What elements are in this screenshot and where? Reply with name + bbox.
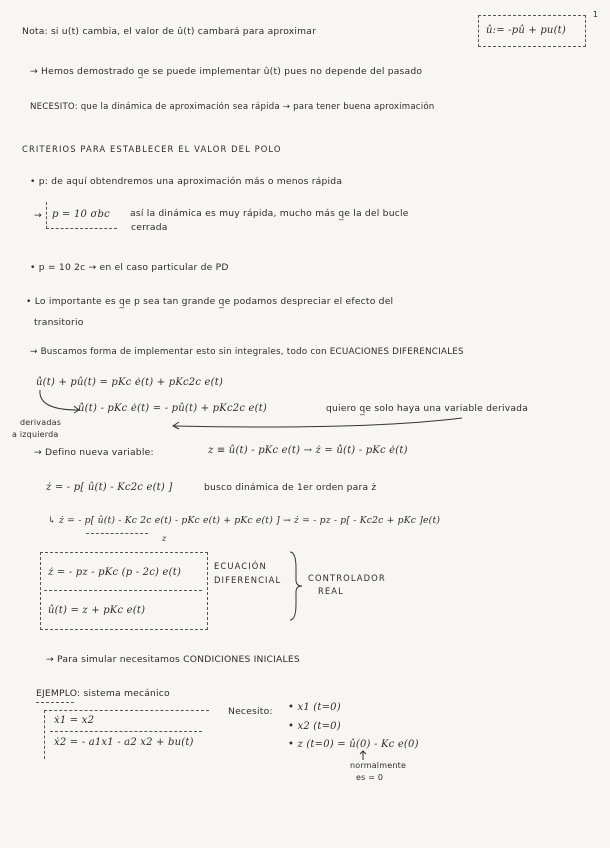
demonstrated-line: → Hemos demostrado q̲e se puede implementar û(t) pues no depende del pasado xyxy=(30,66,423,77)
note-line: Nota: si u(t) cambia, el valor de û(t) cambará para aproximar xyxy=(22,26,317,37)
pole-bullet: • p: de aquí obtendremos una aproximación más o menos rápida xyxy=(30,176,343,187)
example-equation-1: ẋ1 = x2 xyxy=(54,715,95,726)
want-arrow-icon xyxy=(166,416,466,432)
example-equation-2: ẋ2 = - a1x1 - a2 x2 + bu(t) xyxy=(54,737,194,748)
system-divider xyxy=(44,590,202,591)
system-equation-1: ż = - pz - pKc (p - 2c) e(t) xyxy=(48,567,182,578)
important-line-1: • Lo importante es q̲e p sea tan grande q̲e podamos despreciar el efecto del xyxy=(26,296,394,307)
system-equation-2: û(t) = z + pKc e(t) xyxy=(48,605,146,616)
initial-condition-2: • x2 (t=0) xyxy=(288,721,341,732)
derivatives-note-2: a izquierda xyxy=(12,430,59,439)
normally-note-2: es = 0 xyxy=(356,773,384,782)
note-equation: û:= -pû + pu(t) xyxy=(486,25,566,36)
controller-label-2: REAL xyxy=(318,586,344,596)
differential-label-1: ECUACIÓN xyxy=(214,561,267,571)
normally-note-1: normalmente xyxy=(350,761,407,770)
system-box xyxy=(40,552,208,630)
derivatives-note-1: derivadas xyxy=(20,418,62,427)
pd-line: • p = 10 2c → en el caso particular de PD xyxy=(30,262,229,273)
initial-condition-3: • z (t=0) = û(0) - Kc e(0) xyxy=(288,739,419,750)
define-equation: z ≡ û(t) - pKc e(t) → ż = û̇(t) - pKc ė(t) xyxy=(208,445,408,456)
example-divider xyxy=(50,731,202,732)
pole-box-text: p = 10 σbc xyxy=(52,209,110,220)
brace-icon xyxy=(286,550,306,622)
page-number: 1 xyxy=(592,10,598,19)
need-line: NECESITO: que la dinámica de aproximación sea rápida → para tener buena aproximación xyxy=(30,102,435,112)
example-underline xyxy=(36,702,74,703)
want-line: quiero q̲e solo haya una variable derivada xyxy=(326,403,529,414)
differential-label-2: DIFERENCIAL xyxy=(214,575,282,585)
need-label: Necesito: xyxy=(228,706,273,717)
first-order-line: busco dinámica de 1er orden para ż xyxy=(204,482,377,493)
equation-4: ↳ ż = - p[ û(t) - Kc 2c e(t) - pKc e(t) + pKc e(t) ] → ż = - pz - p[ - Kc2c + pKc ]e(t) xyxy=(48,515,441,526)
criteria-heading: CRITERIOS PARA ESTABLECER EL VALOR DEL POLO xyxy=(22,144,282,154)
equation-2: û̇(t) - pKc ė(t) = - pû(t) + pKc2c e(t) xyxy=(78,403,268,414)
search-line: → Buscamos forma de implementar esto sin integrales, todo con ECUACIONES DIFERENCIALES xyxy=(30,347,464,357)
simulate-line: → Para simular necesitamos CONDICIONES INICIALES xyxy=(46,654,300,665)
equation-4-z-label: z xyxy=(162,534,167,543)
example-heading: EJEMPLO: sistema mecánico xyxy=(36,688,170,699)
arrow-icon: → xyxy=(34,210,42,221)
equation-1: û̇(t) + pû(t) = pKc ė(t) + pKc2c e(t) xyxy=(36,377,224,388)
important-line-2: transitorio xyxy=(34,317,84,328)
define-line: → Defino nueva variable: xyxy=(34,447,154,458)
underline-dash xyxy=(86,533,148,534)
dynamics-line-2: cerrada xyxy=(131,222,168,233)
initial-condition-1: • x1 (t=0) xyxy=(288,702,341,713)
dynamics-line-1: así la dinámica es muy rápida, mucho más q̲e la del bucle xyxy=(130,208,409,219)
controller-label-1: CONTROLADOR xyxy=(308,573,386,583)
equation-3: ż = - p[ û(t) - Kc2c e(t) ] xyxy=(46,482,173,493)
